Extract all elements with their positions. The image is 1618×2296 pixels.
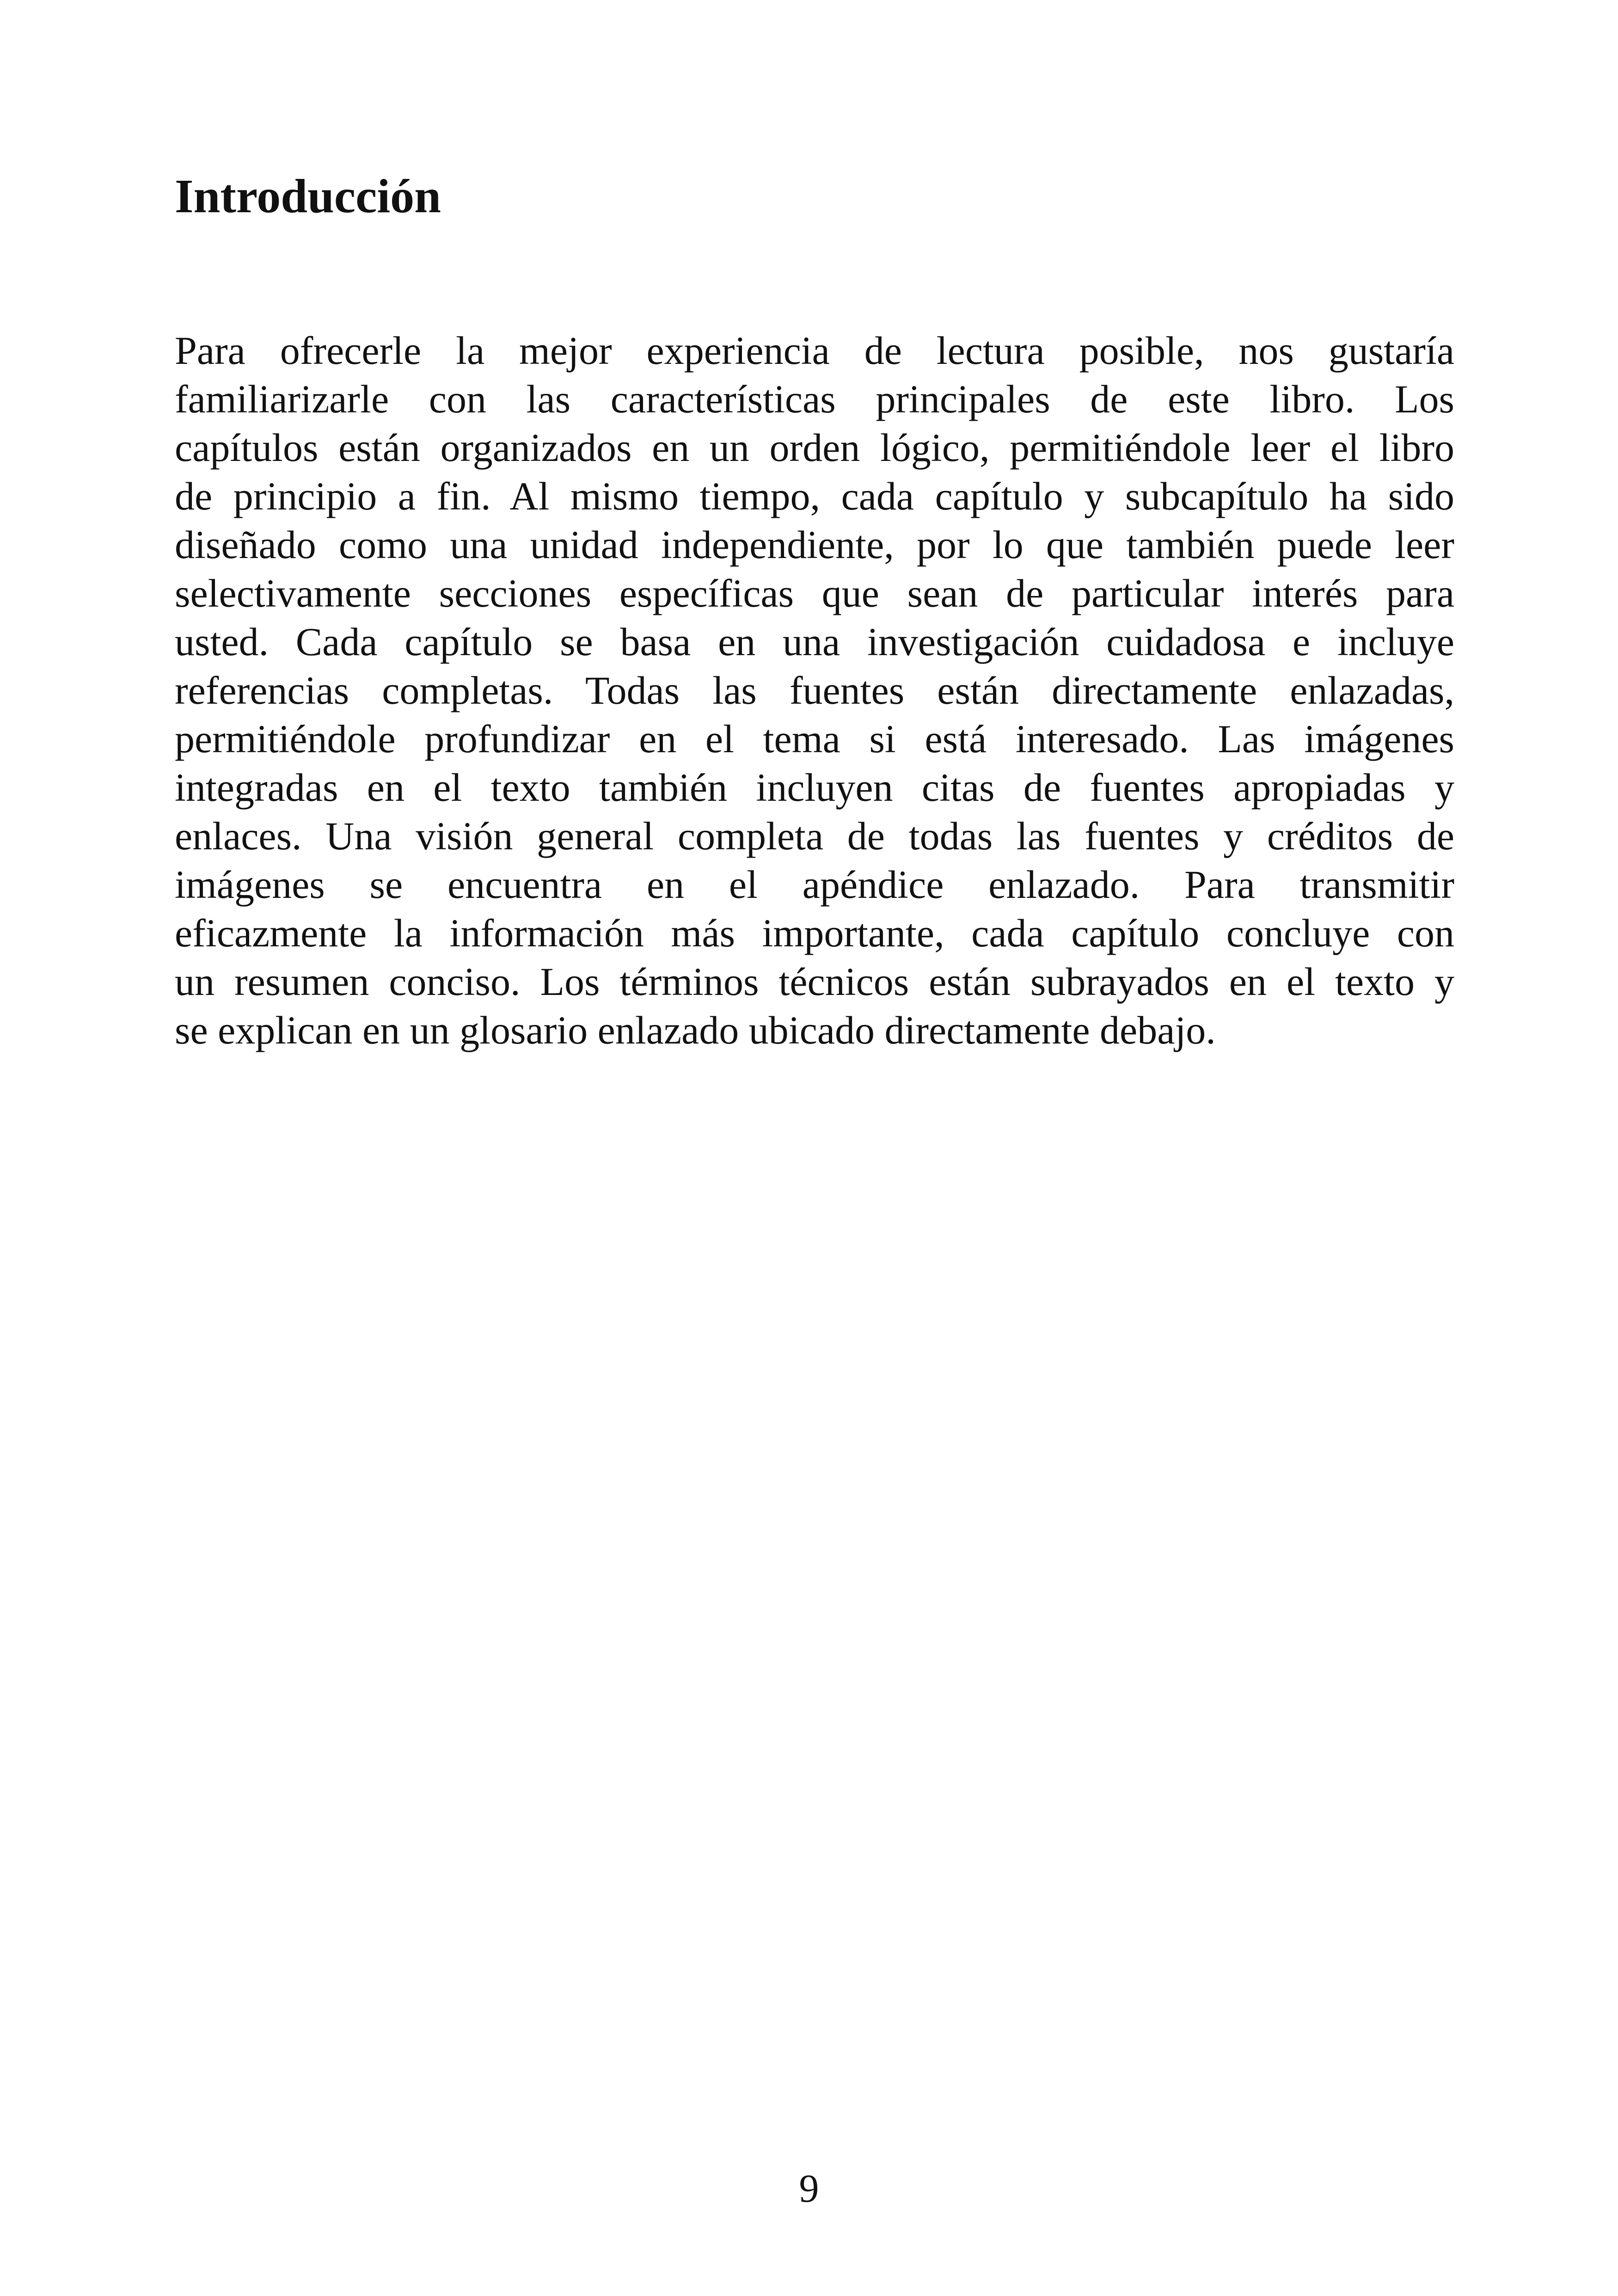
paragraph-line: integradas en el texto también incluyen citas de fuentes apropiadas y: [175, 765, 1454, 810]
paragraph-line: capítulos están organizados en un orden lógico, permitiéndole leer el libro: [175, 425, 1454, 470]
paragraph-line: se explican en un glosario enlazado ubicado directamente debajo.: [175, 1008, 1216, 1052]
intro-paragraph: [175, 326, 1454, 1055]
paragraph-line: imágenes se encuentra en el apéndice enlazado. Para transmitir: [175, 862, 1454, 907]
page-title: Introducción: [175, 170, 441, 223]
paragraph-line: un resumen conciso. Los términos técnicos están subrayados en el texto y: [175, 959, 1454, 1004]
paragraph-line: diseñado como una unidad independiente, por lo que también puede leer: [175, 522, 1454, 567]
paragraph-line: Para ofrecerle la mejor experiencia de lectura posible, nos gustaría: [175, 328, 1454, 373]
paragraph-line: referencias completas. Todas las fuentes están directamente enlazadas,: [175, 668, 1454, 712]
paragraph-line: usted. Cada capítulo se basa en una investigación cuidadosa e incluye: [175, 620, 1454, 664]
paragraph-line: familiarizarle con las características principales de este libro. Los: [175, 377, 1454, 421]
paragraph-line: de principio a fin. Al mismo tiempo, cada capítulo y subcapítulo ha sido: [175, 474, 1454, 518]
paragraph-line: enlaces. Una visión general completa de todas las fuentes y créditos de: [175, 814, 1454, 858]
page-number: 9: [799, 2166, 819, 2210]
paragraph-line: eficazmente la información más importante, cada capítulo concluye con: [175, 911, 1454, 955]
paragraph-line: permitiéndole profundizar en el tema si está interesado. Las imágenes: [175, 717, 1454, 761]
paragraph-line: selectivamente secciones específicas que sean de particular interés para: [175, 571, 1454, 615]
